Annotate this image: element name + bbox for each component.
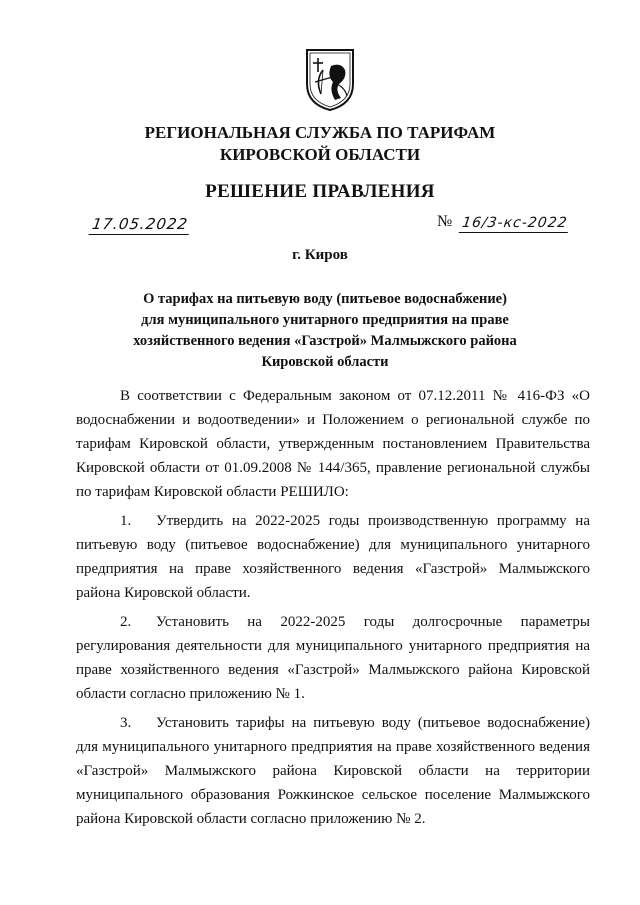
document-number-label: № <box>437 213 453 230</box>
decision-item-3 <box>76 711 590 831</box>
intro-paragraph: В соответствии с Федеральным законом от 07.12.2011 № 416-ФЗ «О водоснабжении и водоотведении» и Положением о региональной службе по тарифам Кировской области, утвержденным постановлением Правительства Кировской области от 01.09.2008 № 144/365, правление региональной службы по тарифам Кировской области РЕШИЛО: <box>76 388 590 500</box>
decision-item-2 <box>76 610 590 706</box>
item-text: Утвердить на 2022-2025 годы производственную программу на питьевую воду (питьевое водоснабжение) для муниципального унитарного предприятия на праве хозяйственного ведения «Газстрой» Малмыжского района Кировской области. <box>76 513 590 601</box>
subject-line: хозяйственного ведения «Газстрой» Малмыжского района <box>133 333 517 349</box>
item-number: 1. <box>120 513 132 529</box>
organization-name-line1: РЕГИОНАЛЬНАЯ СЛУЖБА ПО ТАРИФАМ <box>144 123 496 142</box>
subject-line: для муниципального унитарного предприятия на праве <box>141 312 509 328</box>
document-title: РЕШЕНИЕ ПРАВЛЕНИЯ <box>205 181 435 202</box>
document-body <box>76 384 590 831</box>
subject-line: Кировской области <box>261 354 389 370</box>
document-date: 17.05.2022 <box>89 215 192 235</box>
organization-name-line2: КИРОВСКОЙ ОБЛАСТИ <box>219 145 421 164</box>
kirov-region-coat-of-arms-icon <box>301 44 359 112</box>
item-number: 3. <box>120 715 132 731</box>
subject-heading <box>118 289 532 373</box>
subject-line: О тарифах на питьевую воду (питьевое водоснабжение) <box>143 291 507 307</box>
item-number: 2. <box>120 614 132 630</box>
item-text: Установить тарифы на питьевую воду (питьевое водоснабжение) для муниципального унитарного предприятия на праве хозяйственного ведения «Газстрой» Малмыжского района Кировской области на территории муниципального образования Рожкинское сельское поселение Малмыжского района Кировской области согласно приложению № 2. <box>76 715 590 827</box>
document-number: 16/3-кс-2022 <box>459 215 571 233</box>
decision-item-1 <box>76 509 590 605</box>
city: г. Киров <box>292 247 348 263</box>
item-text: Установить на 2022-2025 годы долгосрочные параметры регулирования деятельности для муниципального унитарного предприятия на праве хозяйственного ведения «Газстрой» Малмыжского района Кировской области согласно приложению № 1. <box>76 614 590 702</box>
